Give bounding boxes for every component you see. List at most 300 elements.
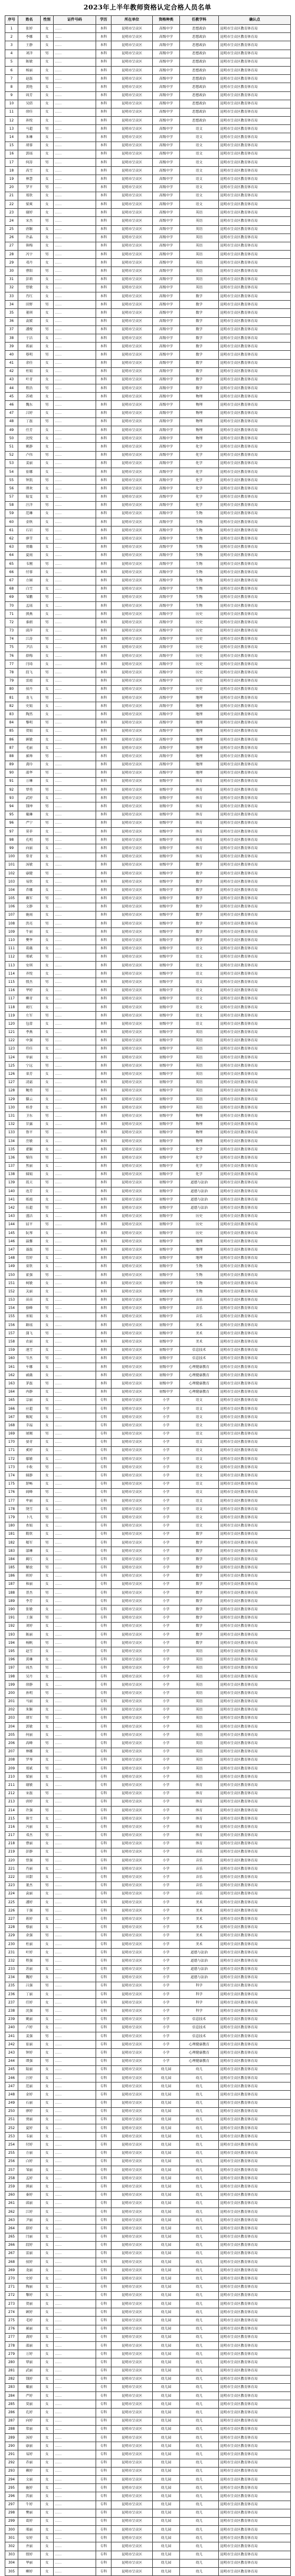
cell-id: ……	[54, 192, 96, 200]
cell-type: 初级中学	[153, 802, 180, 811]
cell-subject: 英语	[180, 225, 219, 233]
cell-id: ……	[54, 601, 96, 610]
cell-id: ……	[54, 1304, 96, 1312]
cell-subject: 数学	[180, 301, 219, 309]
cell-name: 张敏	[18, 1606, 41, 1614]
cell-type: 幼儿园	[153, 2375, 180, 2383]
cell-gender: 男	[41, 1614, 54, 1622]
cell-name: 陆丽	[18, 2065, 41, 2074]
cell-name: 甄妮	[18, 1413, 41, 1422]
cell-type: 小学	[153, 1497, 180, 1505]
table-row	[5, 1404, 291, 1413]
cell-name: 储静	[18, 1472, 41, 1480]
cell-site: 昆明市呈贡区教育体育局	[219, 2166, 291, 2174]
cell-no: 148	[5, 1254, 18, 1262]
cell-id: ……	[54, 853, 96, 861]
cell-subject: 幼儿	[180, 2249, 219, 2258]
cell-education: 本科	[96, 744, 112, 752]
cell-type: 小学	[153, 1689, 180, 1697]
cell-gender: 男	[41, 527, 54, 535]
cell-no: 202	[5, 1706, 18, 1714]
cell-unit: 昆明市呈贡区	[112, 1831, 153, 1840]
table-row	[5, 1196, 291, 1204]
cell-site: 昆明市呈贡区教育体育局	[219, 167, 291, 175]
cell-education: 专科	[96, 1522, 112, 1530]
cell-name: 常青	[18, 853, 41, 861]
cell-subject: 语文	[180, 978, 219, 986]
table-row	[5, 1815, 291, 1823]
cell-unit: 昆明市呈贡区	[112, 1923, 153, 1932]
cell-unit: 昆明市呈贡区	[112, 1639, 153, 1647]
cell-no: 141	[5, 1196, 18, 1204]
cell-name: 莫丽	[18, 2400, 41, 2409]
cell-name: 包蕾	[18, 1020, 41, 1028]
table-row	[5, 1170, 291, 1179]
cell-gender: 女	[41, 1120, 54, 1129]
cell-unit: 昆明市呈贡区	[112, 393, 153, 401]
cell-name: 杨丽	[18, 66, 41, 74]
cell-id: ……	[54, 2300, 96, 2308]
cell-subject: 语文	[180, 125, 219, 133]
cell-name: 邢丽	[18, 2526, 41, 2534]
cell-unit: 昆明市呈贡区	[112, 1129, 153, 1137]
cell-name: 蒲飞	[18, 1330, 41, 1338]
cell-name: 付蓉	[18, 568, 41, 577]
cell-unit: 昆明市呈贡区	[112, 343, 153, 351]
cell-education: 专科	[96, 1514, 112, 1522]
cell-no: 88	[5, 752, 18, 761]
cell-type: 小学	[153, 1455, 180, 1463]
cell-no: 235	[5, 1982, 18, 1990]
cell-id: ……	[54, 518, 96, 527]
cell-education: 专科	[96, 2325, 112, 2333]
cell-subject: 数学	[180, 1639, 219, 1647]
cell-unit: 昆明市呈贡区	[112, 2341, 153, 2350]
cell-id: ……	[54, 1062, 96, 1070]
cell-unit: 昆明市呈贡区	[112, 1538, 153, 1547]
cell-type: 小学	[153, 1538, 180, 1547]
cell-subject: 数学	[180, 317, 219, 325]
cell-no: 245	[5, 2065, 18, 2074]
cell-site: 昆明市呈贡区教育体育局	[219, 1865, 291, 1873]
cell-gender: 男	[41, 1514, 54, 1522]
cell-subject: 数学	[180, 367, 219, 376]
cell-name: 葛婷	[18, 2517, 41, 2525]
cell-name: 谭强	[18, 2057, 41, 2065]
cell-education: 专科	[96, 1488, 112, 1496]
cell-education: 本科	[96, 694, 112, 702]
cell-id: ……	[54, 1957, 96, 1965]
cell-site: 昆明市呈贡区教育体育局	[219, 91, 291, 100]
cell-site: 昆明市呈贡区教育体育局	[219, 2124, 291, 2133]
cell-no: 262	[5, 2207, 18, 2216]
cell-gender: 女	[41, 2467, 54, 2475]
cell-site: 昆明市呈贡区教育体育局	[219, 710, 291, 719]
cell-subject: 语文	[180, 200, 219, 208]
cell-type: 高级中学	[153, 401, 180, 409]
cell-education: 本科	[96, 978, 112, 986]
cell-unit: 昆明市呈贡区	[112, 417, 153, 426]
cell-name: 舒畅	[18, 1480, 41, 1488]
table-row	[5, 309, 291, 317]
cell-no: 49	[5, 426, 18, 435]
cell-subject: 生物	[180, 1279, 219, 1288]
cell-unit: 昆明市呈贡区	[112, 2216, 153, 2225]
cell-no: 184	[5, 1555, 18, 1564]
cell-no: 165	[5, 1396, 18, 1404]
cell-id: ……	[54, 242, 96, 250]
cell-gender: 男	[41, 1789, 54, 1798]
table-row	[5, 1020, 291, 1028]
cell-subject: 语文	[180, 970, 219, 978]
cell-type: 小学	[153, 1639, 180, 1647]
cell-id: ……	[54, 1422, 96, 1430]
cell-name: 丁丽	[18, 1991, 41, 1999]
cell-type: 高级中学	[153, 150, 180, 158]
cell-no: 212	[5, 1789, 18, 1798]
cell-id: ……	[54, 1606, 96, 1614]
cell-gender: 女	[41, 1672, 54, 1680]
table-row	[5, 1078, 291, 1087]
cell-education: 本科	[96, 1146, 112, 1154]
cell-no: 210	[5, 1773, 18, 1781]
table-row	[5, 769, 291, 777]
cell-subject: 语文	[180, 142, 219, 150]
cell-gender: 男	[41, 978, 54, 986]
table-row	[5, 1054, 291, 1062]
cell-site: 昆明市呈贡区教育体育局	[219, 828, 291, 836]
cell-subject: 信息技术	[180, 2015, 219, 2024]
cell-site: 昆明市呈贡区教育体育局	[219, 1371, 291, 1380]
cell-site: 昆明市呈贡区教育体育局	[219, 2157, 291, 2166]
cell-unit: 昆明市呈贡区	[112, 2032, 153, 2041]
table-row	[5, 1756, 291, 1764]
cell-type: 幼儿园	[153, 2157, 180, 2166]
cell-type: 高级中学	[153, 317, 180, 325]
cell-gender: 女	[41, 1848, 54, 1856]
cell-education: 本科	[96, 669, 112, 677]
cell-type: 高级中学	[153, 351, 180, 359]
cell-type: 初级中学	[153, 861, 180, 869]
cell-subject: 英语	[180, 259, 219, 267]
cell-unit: 昆明市呈贡区	[112, 1555, 153, 1564]
cell-id: ……	[54, 1204, 96, 1212]
cell-subject: 数学	[180, 376, 219, 384]
cell-gender: 男	[41, 1246, 54, 1254]
cell-gender: 男	[41, 1831, 54, 1840]
cell-id: ……	[54, 1438, 96, 1446]
cell-education: 本科	[96, 1229, 112, 1238]
cell-subject: 语文	[180, 183, 219, 192]
table-row	[5, 41, 291, 50]
cell-gender: 女	[41, 83, 54, 91]
cell-type: 初级中学	[153, 986, 180, 995]
cell-subject: 幼儿	[180, 2283, 219, 2291]
cell-type: 高级中学	[153, 601, 180, 610]
cell-education: 专科	[96, 1999, 112, 2007]
cell-gender: 女	[41, 2216, 54, 2225]
cell-no: 229	[5, 1932, 18, 1940]
cell-type: 高级中学	[153, 618, 180, 627]
cell-gender: 女	[41, 66, 54, 74]
cell-no: 142	[5, 1204, 18, 1212]
cell-name: 叶婷	[18, 1949, 41, 1957]
cell-unit: 昆明市呈贡区	[112, 1279, 153, 1288]
cell-gender: 女	[41, 543, 54, 551]
cell-education: 本科	[96, 928, 112, 936]
cell-type: 小学	[153, 1622, 180, 1630]
cell-education: 专科	[96, 1949, 112, 1957]
cell-no: 187	[5, 1580, 18, 1588]
cell-gender: 女	[41, 225, 54, 233]
cell-site: 昆明市呈贡区教育体育局	[219, 1179, 291, 1187]
cell-name: 金秋	[18, 518, 41, 527]
cell-unit: 昆明市呈贡区	[112, 2568, 153, 2576]
cell-name: 赵磊	[18, 75, 41, 83]
cell-type: 高级中学	[153, 167, 180, 175]
cell-type: 初级中学	[153, 1120, 180, 1129]
cell-name: 郝帅	[18, 752, 41, 761]
cell-education: 本科	[96, 275, 112, 284]
cell-unit: 昆明市呈贡区	[112, 1547, 153, 1555]
cell-no: 52	[5, 451, 18, 459]
cell-education: 本科	[96, 652, 112, 660]
cell-unit: 昆明市呈贡区	[112, 351, 153, 359]
cell-no: 277	[5, 2333, 18, 2341]
table-row	[5, 2475, 291, 2483]
cell-education: 专科	[96, 2341, 112, 2350]
cell-unit: 昆明市呈贡区	[112, 2484, 153, 2492]
cell-education: 本科	[96, 911, 112, 919]
cell-id: ……	[54, 1547, 96, 1555]
cell-unit: 昆明市呈贡区	[112, 2191, 153, 2199]
cell-site: 昆明市呈贡区教育体育局	[219, 1706, 291, 1714]
table-row	[5, 1070, 291, 1078]
table-row	[5, 1940, 291, 1948]
cell-name: 于强	[18, 1907, 41, 1915]
table-row	[5, 142, 291, 150]
cell-gender: 女	[41, 685, 54, 693]
cell-gender: 女	[41, 1815, 54, 1823]
cell-name: 韩梅	[18, 242, 41, 250]
table-row	[5, 493, 291, 501]
table-row	[5, 627, 291, 635]
cell-no: 6	[5, 66, 18, 74]
cell-gender: 男	[41, 1589, 54, 1597]
cell-id: ……	[54, 1262, 96, 1271]
cell-unit: 昆明市呈贡区	[112, 2375, 153, 2383]
cell-name: 张婷	[18, 25, 41, 33]
cell-unit: 昆明市呈贡区	[112, 2434, 153, 2442]
cell-subject: 幼儿	[180, 2107, 219, 2116]
cell-name: 连芳	[18, 1187, 41, 1196]
cell-type: 初级中学	[153, 1246, 180, 1254]
cell-no: 226	[5, 1907, 18, 1915]
cell-gender: 男	[41, 2032, 54, 2041]
cell-name: 秦婷	[18, 2191, 41, 2199]
cell-type: 幼儿园	[153, 2065, 180, 2074]
cell-unit: 昆明市呈贡区	[112, 1530, 153, 1538]
cell-gender: 女	[41, 518, 54, 527]
cell-no: 115	[5, 978, 18, 986]
cell-subject: 幼儿	[180, 2207, 219, 2216]
cell-name: 胡蓉	[18, 142, 41, 150]
cell-no: 4	[5, 50, 18, 58]
cell-id: ……	[54, 962, 96, 970]
cell-site: 昆明市呈贡区教育体育局	[219, 1254, 291, 1262]
cell-name: 康丽	[18, 2442, 41, 2450]
cell-id: ……	[54, 1162, 96, 1170]
cell-id: ……	[54, 610, 96, 618]
cell-id: ……	[54, 2442, 96, 2450]
cell-gender: 女	[41, 811, 54, 819]
cell-education: 专科	[96, 1639, 112, 1647]
cell-subject: 化学	[180, 468, 219, 476]
cell-education: 专科	[96, 1932, 112, 1940]
cell-site: 昆明市呈贡区教育体育局	[219, 2216, 291, 2225]
cell-subject: 幼儿	[180, 2275, 219, 2283]
cell-site: 昆明市呈贡区教育体育局	[219, 2041, 291, 2049]
cell-name: 邹鹏	[18, 593, 41, 601]
table-row	[5, 509, 291, 518]
cell-no: 260	[5, 2191, 18, 2199]
cell-gender: 女	[41, 1656, 54, 1664]
cell-no: 188	[5, 1589, 18, 1597]
cell-name: 池雪	[18, 1346, 41, 1354]
cell-gender: 男	[41, 1957, 54, 1965]
cell-no: 191	[5, 1614, 18, 1622]
cell-name: 吕强	[18, 1982, 41, 1990]
table-row	[5, 1262, 291, 1271]
cell-education: 本科	[96, 627, 112, 635]
cell-gender: 女	[41, 1798, 54, 1806]
cell-education: 本科	[96, 108, 112, 116]
cell-subject: 幼儿	[180, 2141, 219, 2149]
cell-type: 幼儿园	[153, 2367, 180, 2375]
cell-type: 小学	[153, 1973, 180, 1982]
table-row	[5, 2467, 291, 2475]
cell-no: 230	[5, 1940, 18, 1948]
cell-id: ……	[54, 1012, 96, 1020]
cell-education: 本科	[96, 1170, 112, 1179]
cell-subject: 生物	[180, 551, 219, 560]
cell-gender: 男	[41, 1112, 54, 1120]
cell-id: ……	[54, 1706, 96, 1714]
cell-no: 281	[5, 2367, 18, 2375]
cell-name: 邢斌	[18, 953, 41, 961]
cell-name: 严宁	[18, 819, 41, 827]
table-row	[5, 1120, 291, 1129]
cell-unit: 昆明市呈贡区	[112, 945, 153, 953]
cell-no: 106	[5, 903, 18, 911]
cell-site: 昆明市呈贡区教育体育局	[219, 108, 291, 116]
cell-no: 276	[5, 2325, 18, 2333]
cell-subject: 语文	[180, 1438, 219, 1446]
cell-subject: 思想政治	[180, 108, 219, 116]
cell-no: 199	[5, 1681, 18, 1689]
table-row	[5, 2442, 291, 2450]
cell-gender: 女	[41, 2367, 54, 2375]
table-row	[5, 2325, 291, 2333]
cell-subject: 体育	[180, 828, 219, 836]
cell-no: 185	[5, 1564, 18, 1572]
cell-no: 178	[5, 1505, 18, 1514]
cell-gender: 女	[41, 1723, 54, 1731]
cell-subject: 心理健康教育	[180, 2057, 219, 2065]
cell-unit: 昆明市呈贡区	[112, 2007, 153, 2015]
cell-name: 施雨	[18, 911, 41, 919]
cell-site: 昆明市呈贡区教育体育局	[219, 886, 291, 894]
cell-gender: 女	[41, 2333, 54, 2341]
cell-subject: 幼儿	[180, 2116, 219, 2124]
cell-id: ……	[54, 485, 96, 493]
cell-no: 274	[5, 2308, 18, 2317]
cell-no: 109	[5, 928, 18, 936]
cell-unit: 昆明市呈贡区	[112, 91, 153, 100]
cell-id: ……	[54, 2459, 96, 2467]
table-row	[5, 2459, 291, 2467]
cell-subject: 体育	[180, 777, 219, 785]
cell-gender: 男	[41, 1271, 54, 1279]
cell-site: 昆明市呈贡区教育体育局	[219, 669, 291, 677]
cell-unit: 昆明市呈贡区	[112, 2417, 153, 2425]
cell-education: 专科	[96, 1831, 112, 1840]
cell-type: 小学	[153, 1472, 180, 1480]
cell-name: 史娟	[18, 702, 41, 710]
cell-type: 小学	[153, 1413, 180, 1422]
col-header-name: 姓名	[18, 16, 41, 25]
cell-type: 初级中学	[153, 869, 180, 877]
cell-type: 小学	[153, 1396, 180, 1404]
table-row	[5, 1488, 291, 1496]
table-row	[5, 1773, 291, 1781]
cell-type: 初级中学	[153, 1112, 180, 1120]
table-row	[5, 2141, 291, 2149]
cell-site: 昆明市呈贡区教育体育局	[219, 894, 291, 903]
cell-unit: 昆明市呈贡区	[112, 1572, 153, 1580]
cell-gender: 女	[41, 133, 54, 142]
cell-name: 黄艳	[18, 83, 41, 91]
cell-no: 27	[5, 242, 18, 250]
cell-subject: 体育	[180, 853, 219, 861]
cell-name: 岳敏	[18, 1137, 41, 1145]
cell-id: ……	[54, 343, 96, 351]
cell-gender: 男	[41, 1037, 54, 1045]
cell-education: 专科	[96, 1723, 112, 1731]
cell-name: 毛婷	[18, 2317, 41, 2325]
cell-no: 149	[5, 1262, 18, 1271]
cell-name: 汤婷	[18, 2434, 41, 2442]
cell-name: 樊丽	[18, 2509, 41, 2517]
cell-education: 本科	[96, 1045, 112, 1053]
cell-unit: 昆明市呈贡区	[112, 978, 153, 986]
cell-no: 267	[5, 2249, 18, 2258]
cell-name: 付婷	[18, 2141, 41, 2149]
table-row	[5, 417, 291, 426]
cell-education: 本科	[96, 769, 112, 777]
cell-gender: 男	[41, 325, 54, 334]
cell-no: 159	[5, 1346, 18, 1354]
cell-unit: 昆明市呈贡区	[112, 694, 153, 702]
cell-unit: 昆明市呈贡区	[112, 1631, 153, 1639]
table-row	[5, 1606, 291, 1614]
cell-no: 2	[5, 33, 18, 41]
table-row	[5, 585, 291, 593]
cell-name: 巫娟	[18, 1312, 41, 1321]
cell-no: 29	[5, 259, 18, 267]
cell-id: ……	[54, 2249, 96, 2258]
table-row	[5, 409, 291, 417]
